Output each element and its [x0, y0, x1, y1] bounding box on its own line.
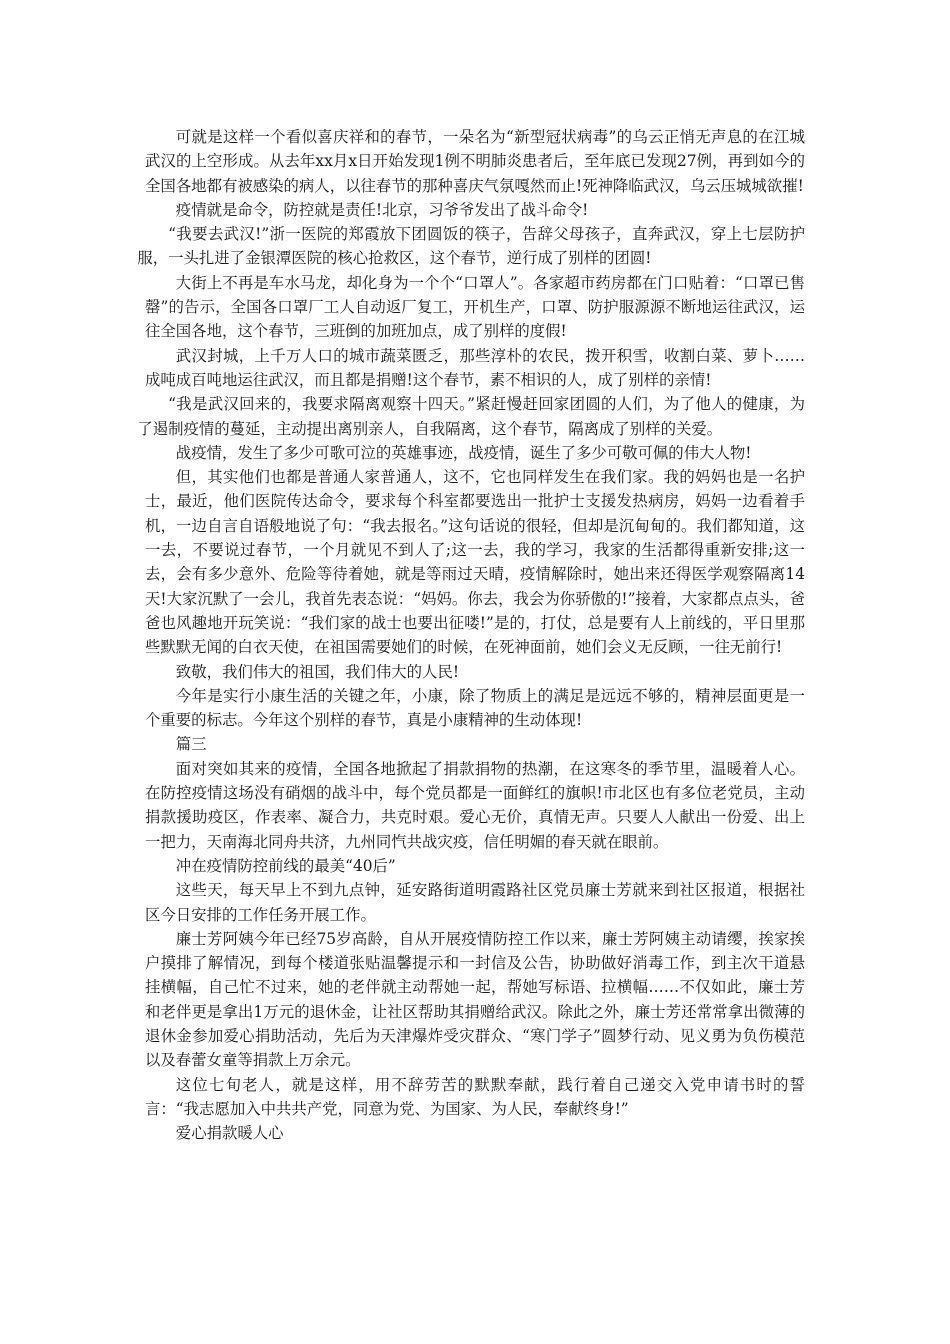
- paragraph-donations: 面对突如其来的疫情，全国各地掀起了捐款捐物的热潮，在这寒冬的季节里，温暖着人心。在防控疫情这场没有硝烟的战斗中，每个党员都是一面鲜红的旗帜!市北区也有多位老党员，主动捐款援助疫区，作表率、凝合力，共克时艰。爱心无价，真情无声。只要人人献出一份爱、出上一把力，天南海北同舟共济，九州同忾共战灾疫，信任明媚的春天就在眼前。: [145, 759, 805, 851]
- paragraph-lian-shifang-daily: 这些天，每天早上不到九点钟，延安路街道明霞路社区党员廉士芳就来到社区报道，根据社区今日安排的工作任务开展工作。: [145, 881, 805, 924]
- paragraph-heroes: 战疫情，发生了多少可歌可泣的英雄事迹，战疫情，诞生了多少可敬可佩的伟大人物!: [175, 443, 752, 462]
- subheading-warm-donations: 爱心捐款暖人心: [175, 1124, 284, 1143]
- section-heading-part-three: 篇三: [175, 735, 207, 754]
- paragraph-oath: 这位七旬老人，就是这样，用不辞劳苦的默默奉献，践行着自己递交入党申请书时的誓言：“我志愿加入中共共产党，同意为党、为国家、为人民，奉献终身!”: [145, 1075, 805, 1118]
- paragraph-vegetables: 武汉封城，上千万人口的城市蔬菜匮乏，那些淳朴的农民，拨开积雪，收割白菜、萝卜……成吨成百吨地运往武汉，而且都是捐赠!这个春节，素不相识的人，成了别样的亲情!: [145, 346, 805, 389]
- paragraph-self-isolation: “我是武汉回来的，我要求隔离观察十四天。”紧赶慢赶回家团圆的人们，为了他人的健康，为了遏制疫情的蔓延，主动提出离别亲人，自我隔离，这个春节，隔离成了别样的关爱。: [137, 395, 805, 438]
- subheading-40s-generation: 冲在疫情防控前线的最美“40后”: [175, 856, 396, 875]
- paragraph-spring-festival-cloud: 可就是这样一个看似喜庆祥和的春节，一朵名为“新型冠状病毒”的乌云正悄无声息的在江城武汉的上空形成。从去年xx月x日开始发现1例不明肺炎患者后，至年底已发现27例，再到如今的全国各地都有被感染的病人，以往春节的那种喜庆气氛嘎然而止!死神降临武汉，乌云压城城欲摧!: [145, 128, 805, 195]
- paragraph-mother-nurse: 但，其实他们也都是普通人家普通人，这不，它也同样发生在我们家。我的妈妈也是一名护士，最近，他们医院传达命令，要求每个科室都要选出一批护士支援发热病房，妈妈一边看着手机，一边自言自语般地说了句：“我去报名。”这句话说的很轻，但却是沉甸甸的。我们都知道，这一去，不要说过春节，一个月就见不到人了;这一去，我的学习，我家的生活都得重新安排;这一去，会有多少意外、危险等待着她，就是等雨过天晴，疫情解除时，她出来还得医学观察隔离14天!大家沉默了一会儿，我首先表态说：“妈妈。你去，我会为你骄傲的!”接着，大家都点点头，爸爸也风趣地开玩笑说：“我们家的战士也要出征喽!”是的，打仗，总是要有人上前线的，平日里那些默默无闻的白衣天使，在祖国需要她们的时候，在死神面前，她们会义无反顾，一往无前行!: [145, 468, 805, 657]
- paragraph-salute: 致敬，我们伟大的祖国，我们伟大的人民!: [175, 662, 460, 681]
- paragraph-xiaokang: 今年是实行小康生活的关键之年，小康，除了物质上的满足是远远不够的，精神层面更是一个重要的标志。今年这个别样的春节，真是小康精神的生动体现!: [145, 686, 805, 730]
- paragraph-battle-order: 疫情就是命令，防控就是责任!北京，习爷爷发出了战斗命令!: [175, 200, 589, 219]
- paragraph-lian-shifang-details: 廉士芳阿姨今年已经75岁高龄，自从开展疫情防控工作以来，廉士芳阿姨主动请缨，挨家挨户摸排了解情况，到每个楼道张贴温馨提示和一封信及公告，协助做好消毒工作，到主次干道悬挂横幅，自己忙不过来，她的老伴就主动帮她一起，帮她写标语、拉横幅……不仅如此，廉士芳和老伴更是拿出1万元的退休金，让社区帮助其捐赠给武汉。除此之外，廉士芳还常常拿出微薄的退休金参加爱心捐助活动，先后为天津爆炸受灾群众、“寒门学子”圆梦行动、见义勇为负伤模范以及春蕾女童等捐款上万余元。: [145, 929, 805, 1070]
- document-body: [137, 125, 805, 1145]
- paragraph-zheng-xia: “我要去武汉!”浙一医院的郑霞放下团圆饭的筷子，告辞父母孩子，直奔武汉，穿上七层防护服，一头扎进了金银潭医院的核心抢救区，这个春节，逆行成了别样的团圆!: [137, 225, 805, 268]
- paragraph-mask-people: 大街上不再是车水马龙，却化身为一个个“口罩人”。各家超市药房都在门口贴着：“口罩已售罄”的告示，全国各口罩厂工人自动返厂复工，开机生产，口罩、防护服源源不断地运往武汉，运往全国各地，这个春节，三班倒的加班加点，成了别样的度假!: [145, 273, 805, 341]
